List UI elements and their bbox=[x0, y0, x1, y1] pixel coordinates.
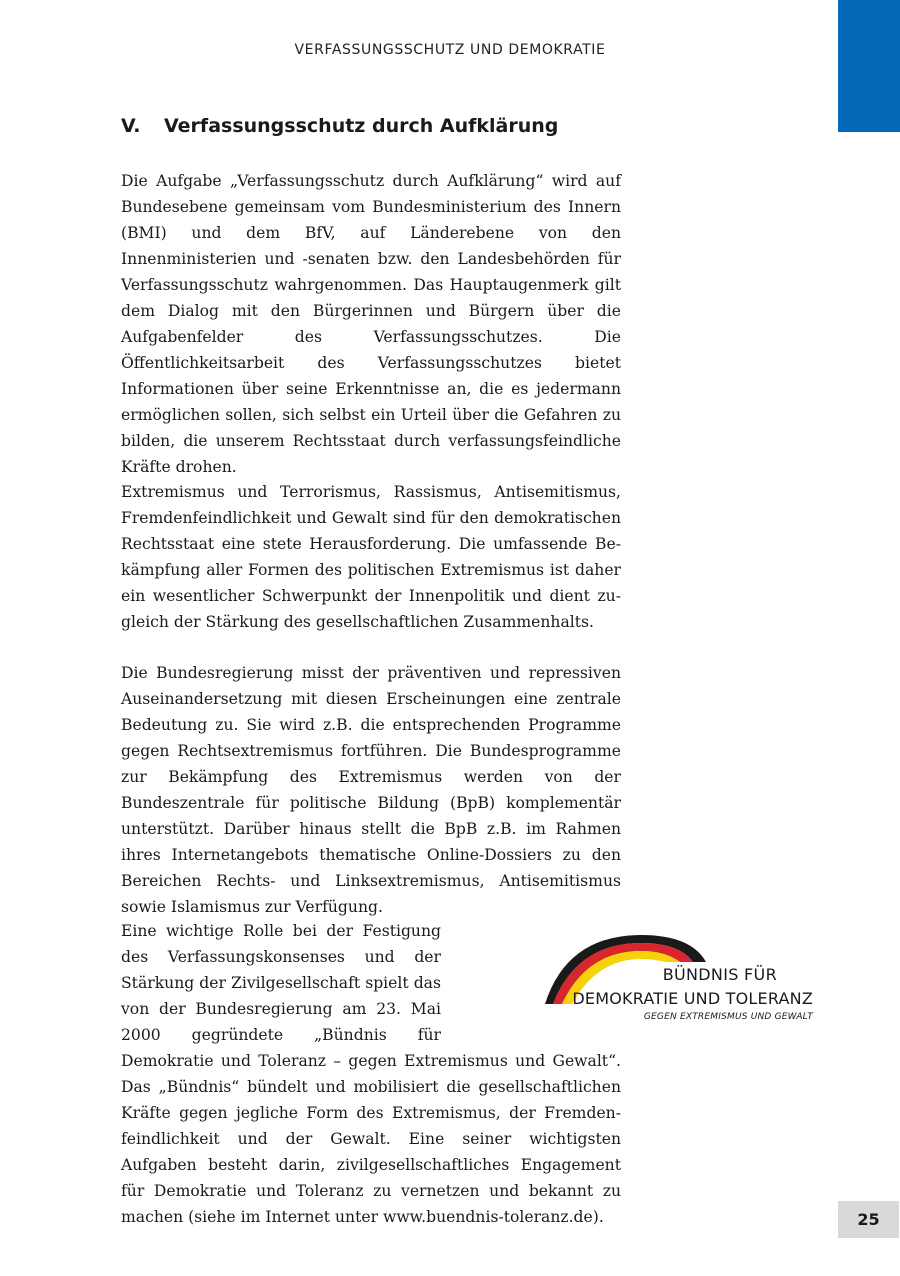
page-number: 25 bbox=[838, 1201, 899, 1238]
section-heading bbox=[121, 115, 558, 137]
logo-line-3: GEGEN EXTREMISMUS UND GEWALT bbox=[643, 1012, 813, 1022]
body-paragraph: Extremismus und Terrorismus, Rassismus, Antisemitismus, Fremdenfeindlichkeit und Gewalt sind für den demokratischen Rechtsstaat eine stete Herausforderung. Die umfassende Bekämpfung aller Formen des politischen Extremismus ist daher ein wesentlicher Schwerpunkt der Innenpolitik und dient zugleich der Stärkung des gesellschaftlichen Zusammenhalts. bbox=[121, 483, 621, 631]
section-title: Verfassungsschutz durch Aufklärung bbox=[164, 115, 559, 137]
body-paragraph-text: Eine wichtige Rolle bei der Festigung des Verfassungskonsenses und der Stärkung der Zivilgesellschaft spielt das von der Bundesregierung am 23. Mai 2000 gegründete „Bündnis für Demokratie und Toleranz – gegen Extremismus und Gewalt“. Das „Bündnis“ bündelt und mobilisiert die gesellschaftlichen Kräfte gegen jegliche Form des Extremismus, der Fremdenfeindlichkeit und der Gewalt. Eine seiner wichtigsten Aufgaben besteht darin, zivilgesellschaftliches Engagement für Demokratie und Toleranz zu vernetzen und bekannt zu machen (siehe im Internet unter www.buendnis-toleranz.de). bbox=[121, 922, 621, 1226]
logo-line-2: DEMOKRATIE UND TOLERANZ bbox=[572, 989, 813, 1008]
buendnis-logo bbox=[541, 932, 821, 1032]
logo-line-1: BÜNDNIS FÜR bbox=[662, 965, 777, 984]
chapter-tab bbox=[838, 0, 900, 132]
body-paragraph: Die Bundesregierung misst der präventiven und repressiven Auseinandersetzung mit diesen Erscheinungen eine zentrale Bedeutung zu. Sie wird z.B. die entsprechenden Programme gegen Rechtsextremismus fortführen. Die Bundesprogramme zur Bekämpfung des Extremismus werden von der Bundeszentrale für politische Bildung (BpB) komplementär unterstützt. Darüber hinaus stellt die BpB z.B. im Rahmen ihres Internetangebots thematische Online-Dossiers zu den Bereichen Rechts- und Linksextremismus, Antisemitismus sowie Islamismus zur Verfügung. bbox=[121, 664, 621, 916]
section-number: V. bbox=[121, 115, 141, 137]
running-header: VERFASSUNGSSCHUTZ UND DEMOKRATIE bbox=[294, 42, 606, 58]
body-paragraph: Die Aufgabe „Verfassungsschutz durch Aufklärung“ wird auf Bundesebene gemeinsam vom Bundesministerium des Innern (BMI) und dem BfV, auf Länderebene von den Innenministerien und -senaten bzw. den Landesbehörden für Verfassungsschutz wahrgenommen. Das Hauptaugenmerk gilt dem Dialog mit den Bürgerinnen und Bürgern über die Aufgabenfelder des Verfassungsschutzes. Die Öffentlichkeitsarbeit des Verfassungsschutzes bietet Informationen über seine Erkenntnisse an, die es jedermann ermöglichen sollen, sich selbst ein Urteil über die Gefahren zu bilden, die unserem Rechtsstaat durch verfassungsfeindliche Kräfte drohen. bbox=[121, 172, 621, 476]
